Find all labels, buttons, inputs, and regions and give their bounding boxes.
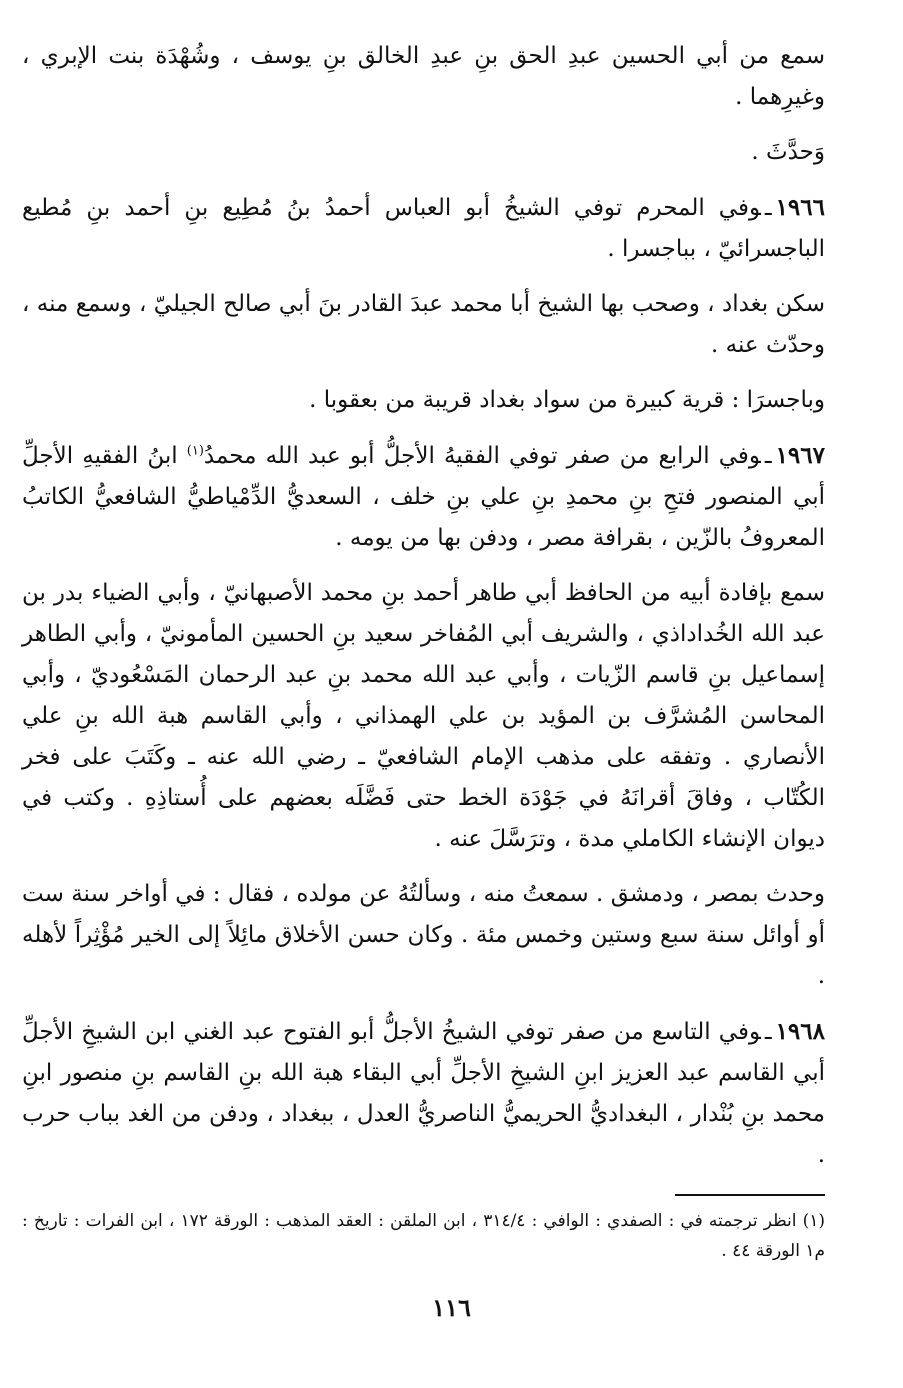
entry-text-lead: وفي الرابع من صفر توفي الفقيهُ الأجلُّ أبو عبد الله محمدُ [203, 443, 761, 469]
paragraph-4-text: سكن بغداد ، وصحب بها الشيخ أبا محمد عبدَ القادر بنَ أبي صالح الجيليّ ، وسمع منه ، وحدّث عنه . [22, 291, 825, 358]
entry-number: ١٩٦٨ [775, 1018, 825, 1045]
paragraph-2 [22, 132, 825, 173]
entry-1967 [22, 435, 825, 559]
page-number: ١١٦ [432, 1293, 471, 1322]
paragraph-7-text: سمع بإفادة أبيه من الحافظ أبي طاهر أحمد بنِ محمد الأصبهانيّ ، وأبي الضياء بدر بن عبد الله الخُداداذي ، والشريف أبي المُفاخر سعيد بنِ الحسين المأمونيّ ، وأبي الطاهر إسماعيل بنِ قاسم الزّيات ، وأبي عبد الله محمد بنِ عبد الرحمان المَسْعُوديّ ، وأبي المحاسن المُشرَّف بن المؤيد بن علي الهمذاني ، وأبي القاسم هبة الله بنِ علي الأنصاري . وتفقه على مذهب الإمام الشافعيّ ـ رضي الله عنه ـ وكَتَبَ على فخر الكُتّاب ، وفاقَ أقرانَهُ في جَوْدَة الخط حتى فَضَّلَه بعضهم على أُستاذِهِ . وكتب في ديوان الإنشاء الكاملي مدة ، وترَسَّلَ عنه . [22, 580, 825, 852]
paragraph-8 [22, 874, 825, 997]
entry-number: ١٩٦٦ [775, 194, 825, 221]
page-body [22, 36, 825, 1388]
entry-1968 [22, 1011, 825, 1176]
paragraph-5-text: وباجسرَا : قرية كبيرة من سواد بغداد قريبة من بعقوبا . [309, 387, 825, 413]
entry-text: وفي المحرم توفي الشيخُ أبو العباس أحمدُ بنُ مُطِيع بنِ أحمد بنِ مُطيع الباجسرائيّ ، بباجسرا . [22, 195, 825, 262]
entry-dash: ـ [764, 1019, 772, 1045]
entry-dash: ـ [764, 443, 772, 469]
entry-1966 [22, 187, 825, 270]
paragraph-7 [22, 573, 825, 860]
paragraph-8-text: وحدث بمصر ، ودمشق . سمعتُ منه ، وسألتُهُ عن مولده ، فقال : في أواخر سنة ست أو أوائل سنة سبع وستين وخمس مئة . وكان حسن الأخلاق مائِلاً إلى الخير مُؤْثِراً لأهله . [22, 881, 825, 989]
entry-text: وفي التاسع من صفر توفي الشيخُ الأجلُّ أبو الفتوح عبد الغني ابن الشيخِ الأجلِّ أبي القاسم عبد العزيز ابنِ الشيخِ الأجلِّ أبي البقاء هبة الله بنِ القاسم بنِ منصور ابنِ محمد بنِ بُنْدار ، البغداديُّ الحريميُّ الناصريُّ العدل ، ببغداد ، ودفن من الغد بباب حرب . [22, 1019, 825, 1168]
entry-number: ١٩٦٧ [775, 442, 825, 469]
paragraph-1 [22, 36, 825, 118]
entry-dash: ـ [764, 195, 772, 221]
footnote-divider [675, 1194, 825, 1196]
paragraph-1-text: سمع من أبي الحسين عبدِ الحق بنِ عبدِ الخالق بنِ يوسف ، وشُهْدَة بنت الإبري ، وغيرِهما . [22, 43, 825, 110]
paragraph-2-text: وَحدَّثَ . [751, 139, 825, 165]
footnote [22, 1206, 825, 1266]
paragraph-4 [22, 284, 825, 366]
paragraph-5 [22, 380, 825, 421]
entry-text: ابنُ الفقيهِ الأجلِّ أبي المنصور فتحِ بنِ محمدِ بنِ علي بنِ خلف ، السعديُّ الدِّمْياطيُّ الشافعيُّ الكاتبُ المعروفُ بالزّين ، بقرافة مصر ، ودفن بها من يومه . [22, 443, 825, 551]
footnote-marker[interactable]: (١) [186, 443, 204, 459]
footnote-text: (١) انظر ترجمته في : الصفدي : الوافي : ٣١٤/٤ ، ابن الملقن : العقد المذهب : الورقة ١٧٢ ، ابن الفرات : تاريخ : م١ الورقة ٤٤ . [22, 1211, 825, 1261]
